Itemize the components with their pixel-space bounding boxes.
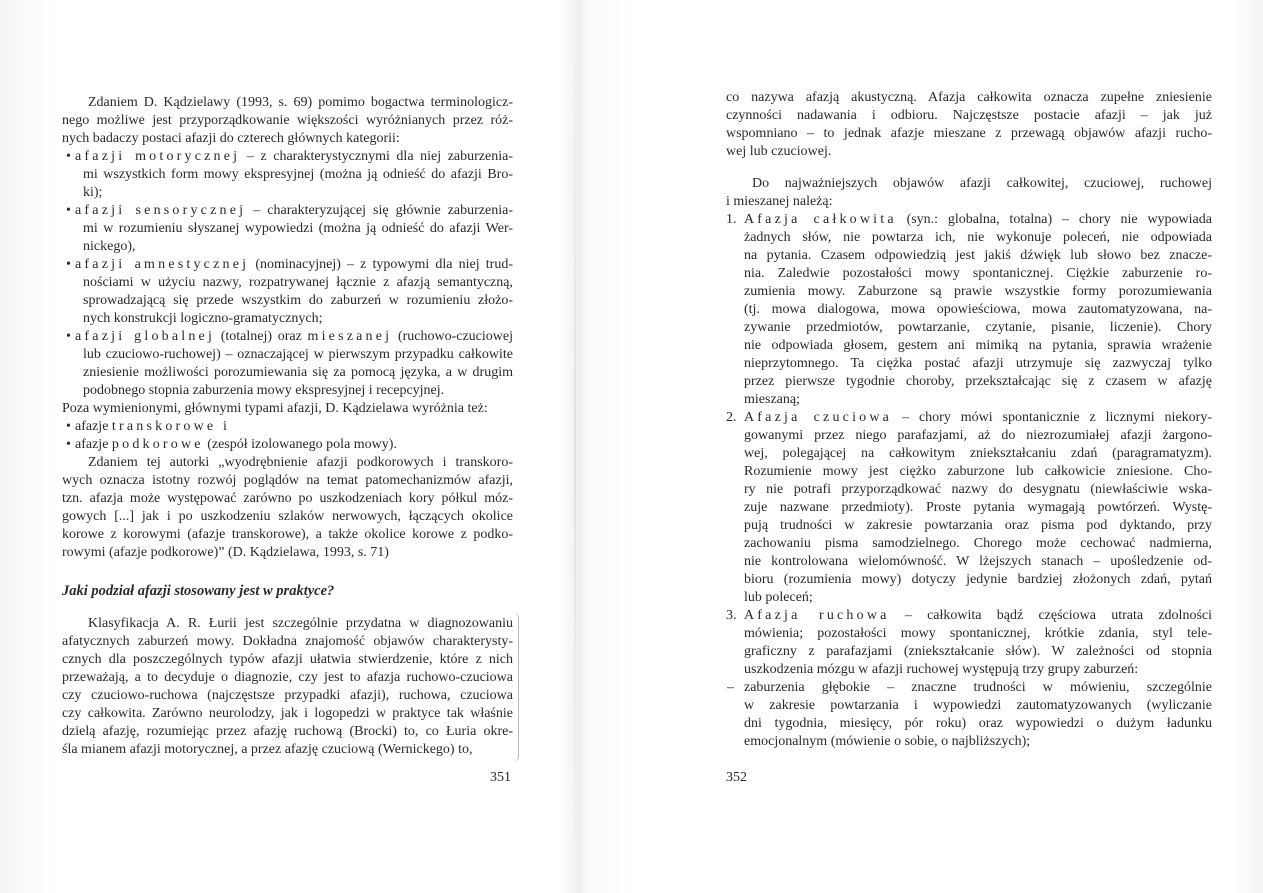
list-item — [62, 148, 513, 202]
text-segment: cznych dla poszczególnych typów afazji ułatwia stwierdzenie, które z nich — [62, 652, 513, 667]
text-segment: korowe z korowymi (afazje transkorowe), a także okolice korowe z podko- — [62, 527, 513, 542]
text-line — [83, 364, 513, 382]
text-line — [62, 544, 513, 562]
text-segment: podobnego stopnia zaburzenia mowy ekspresyjnej i recepcyjnej. — [83, 383, 445, 398]
text-segment: gowanymi przez niego parafazjami, aż do niezrozumiałej afazji żargono- — [744, 428, 1212, 443]
text-line — [726, 193, 1212, 211]
text-segment: uszkodzenia mózgu w afazji ruchowej występują trzy grupy zaburzeń: — [744, 662, 1139, 677]
text-segment: wej lub czuciowej. — [726, 144, 832, 159]
text-segment: (ruchowo-czuciowej — [392, 329, 513, 344]
text-segment: zywanie przedmiotów, powtarzanie, czytanie, pisanie, liczenie). Chory — [744, 320, 1212, 335]
text-line — [62, 112, 513, 130]
text-line — [83, 292, 513, 310]
spaced-term: Afazja ruchowa — [744, 608, 890, 623]
text-line — [75, 328, 513, 346]
text-line — [744, 715, 1212, 733]
right-page-text — [726, 89, 1212, 751]
text-segment: zuje nazwane przedmioty). Proste pytania wymagają powtórzeń. Wystę- — [744, 500, 1212, 515]
text-segment: zaburzenia głębokie – znaczne trudności w mówieniu, szczególnie — [744, 680, 1212, 695]
text-segment: Zdaniem D. Kądzielawy (1993, s. 69) pomimo bogactwa terminologicz- — [88, 95, 513, 110]
text-segment: rowymi (afazje podkorowe)” (D. Kądzielawa, 1993, s. 71) — [62, 545, 389, 560]
text-segment: Do najważniejszych objawów afazji całkowitej, czuciowej, ruchowej — [752, 176, 1212, 191]
text-line — [62, 508, 513, 526]
text-segment: (syn.: globalna, totalna) – chory nie wypowiada — [896, 212, 1212, 227]
text-segment: nie kontrolowana wielomówność. W lżejszych stanach – upośledzenie od- — [744, 554, 1212, 569]
text-line — [75, 436, 513, 454]
section-heading — [62, 582, 513, 600]
text-segment: wej, polegającej na całkowitym zniekształcaniu zdań (paragramatyzm). — [744, 446, 1212, 461]
text-line — [726, 107, 1212, 125]
text-segment: co nazywa afazją akustyczną. Afazja całkowita oznacza zupełne zniesienie — [726, 90, 1212, 105]
text-line — [62, 130, 513, 148]
paragraph — [62, 615, 513, 759]
text-line — [744, 589, 1212, 607]
text-line — [726, 143, 1212, 161]
list-item — [726, 679, 1212, 751]
text-line — [744, 535, 1212, 553]
text-segment: afazje — [75, 437, 112, 452]
spaced-term: afazji sensorycznej — [75, 203, 247, 218]
text-line — [62, 669, 513, 687]
text-segment: bioru (rozumienia mowy) dotyczy jedynie bardziej złożonych zdań, pytań — [744, 572, 1212, 587]
text-segment: – z charakterystycznymi dla niej zaburzenia- — [240, 149, 513, 164]
text-segment: zniesienie możliwości porozumiewania się za pomocą języka, a w drugim — [83, 365, 513, 380]
text-segment: i mieszanej należą: — [726, 194, 833, 209]
text-line — [744, 517, 1212, 535]
text-segment: Zdaniem tej autorki „wyodrębnienie afazji podkorowych i transkoro- — [88, 455, 513, 470]
text-segment: tzn. afazja może występować zarówno po uszkodzeniach kory półkul móz- — [62, 491, 513, 506]
paragraph — [62, 400, 513, 418]
spaced-term: afazji globalnej — [75, 329, 216, 344]
text-segment: lub czuciowo-ruchowej) – oznaczającej w pierwszym przypadku całkowite — [83, 347, 513, 362]
text-line — [62, 472, 513, 490]
text-line — [62, 400, 513, 418]
text-line — [62, 582, 513, 600]
left-page-text — [62, 94, 513, 759]
text-line — [83, 382, 513, 400]
text-line — [726, 125, 1212, 143]
text-segment: Rozumienie mowy jest ciężko zaburzone lub całkowicie zniesione. Cho- — [744, 464, 1212, 479]
text-line — [62, 454, 513, 472]
text-line — [62, 490, 513, 508]
text-segment: mieszaną; — [744, 392, 800, 407]
text-segment: nia. Zaledwie pozostałości mowy spontanicznej. Ciężkie zaburzenie ro- — [744, 266, 1212, 281]
bullet-marker: • — [66, 203, 71, 218]
text-segment: mi wszystkich form mowy ekspresyjnej (można ją odnieść do afazji Bro- — [83, 167, 513, 182]
text-line — [75, 202, 513, 220]
text-segment: nościami w użyciu nazwy, rozpatrywanej łącznie z afazją semantyczną, — [83, 275, 513, 290]
text-line — [744, 409, 1212, 427]
text-line — [62, 615, 513, 633]
list-item — [62, 202, 513, 256]
text-segment: zachowaniu pisma samodzielnego. Chorego może cechować nadmierna, — [744, 536, 1212, 551]
text-segment: nieprzytomnego. Ta ciężka postać afazji utrzymuje się zazwyczaj tylko — [744, 356, 1212, 371]
text-segment: ki); — [83, 185, 103, 200]
list-item — [62, 328, 513, 400]
text-line — [744, 697, 1212, 715]
text-segment: wspomniano – to jednak afazje mieszane z przewagą objawów afazji rucho- — [726, 126, 1212, 141]
list-number: 2. — [726, 410, 737, 425]
text-line — [744, 427, 1212, 445]
text-segment: Poza wymienionymi, głównymi typami afazji, D. Kądzielawa wyróżnia też: — [62, 401, 488, 416]
text-segment: czy całkowita. Zarówno neurolodzy, jak i logopedzi w praktyce tak właśnie — [62, 706, 513, 721]
text-line — [744, 607, 1212, 625]
paragraph — [726, 89, 1212, 161]
text-segment: Jaki podział afazji stosowany jest w praktyce? — [62, 583, 335, 599]
text-line — [62, 633, 513, 651]
text-line — [62, 651, 513, 669]
spaced-term: Afazja całkowita — [744, 212, 897, 227]
text-line — [83, 184, 513, 202]
text-segment: czynności nadawania i odbioru. Najczęstsze postacie afazji – jak już — [726, 108, 1212, 123]
text-line — [744, 355, 1212, 373]
text-line — [744, 553, 1212, 571]
text-line — [744, 661, 1212, 679]
spaced-term: mieszanej — [307, 329, 393, 344]
paper-fold-edge — [512, 612, 519, 762]
text-line — [744, 319, 1212, 337]
text-line — [744, 625, 1212, 643]
list-number: 3. — [726, 608, 737, 623]
text-line — [744, 337, 1212, 355]
spaced-term: podkorowe — [111, 437, 204, 452]
page-number-left: 351 — [490, 770, 511, 785]
text-segment: żadnych słów, nie powtarza ich, nie wykonuje poleceń, nie odpowiada — [744, 230, 1212, 245]
text-line — [83, 346, 513, 364]
text-line — [744, 283, 1212, 301]
text-segment: mówienia; pozostałości mowy spontanicznej, krótkie zdania, styl tele- — [744, 626, 1212, 641]
list-item — [62, 418, 513, 436]
text-segment: afazje — [75, 419, 112, 434]
spaced-term: Afazja czuciowa — [744, 410, 893, 425]
text-segment: na pytania. Czasem odpowiedzią jest jakiś dźwięk lub słowo bez znacze- — [744, 248, 1212, 263]
text-line — [744, 463, 1212, 481]
bullet-marker: • — [66, 149, 71, 164]
text-segment: (totalnej) oraz — [215, 329, 308, 344]
text-line — [83, 274, 513, 292]
text-segment: – chory mówi spontanicznie z licznymi niekory- — [892, 410, 1212, 425]
bullet-marker: • — [66, 257, 71, 272]
text-line — [83, 166, 513, 184]
text-line — [726, 175, 1212, 193]
text-segment: dni tygodnia, miesięcy, pór roku) oraz wypowiedzi o dużym ładunku — [744, 716, 1212, 731]
text-line — [744, 391, 1212, 409]
page-number-right: 352 — [726, 770, 747, 785]
text-line — [744, 247, 1212, 265]
text-line — [62, 94, 513, 112]
text-segment: Klasyfikacja A. R. Łurii jest szczególnie przydatna w diagnozowaniu — [88, 616, 513, 631]
text-line — [744, 373, 1212, 391]
text-line — [744, 211, 1212, 229]
text-segment: lub poleceń; — [744, 590, 813, 605]
text-line — [744, 643, 1212, 661]
text-line — [744, 265, 1212, 283]
text-line — [83, 238, 513, 256]
list-item — [726, 409, 1212, 607]
text-line — [744, 571, 1212, 589]
text-segment: ry nie potrafi przyporządkować nazwy do desygnatu (niewłaściwie wska- — [744, 482, 1212, 497]
text-segment: emocjonalnym (mówienie o sobie, o najbliższych); — [744, 734, 1031, 749]
text-segment: pują trudności w zakresie powtarzania oraz pisma pod dyktando, przy — [744, 518, 1212, 533]
text-segment: dzielą afazję, rozumiejąc przez afazję ruchową (Brocki) to, co Łuria okre- — [62, 724, 513, 739]
text-segment: – charakteryzującej się głównie zaburzenia- — [246, 203, 513, 218]
book-gutter — [574, 40, 576, 860]
text-line — [62, 526, 513, 544]
text-line — [62, 741, 513, 759]
text-line — [75, 256, 513, 274]
text-line — [744, 229, 1212, 247]
text-line — [83, 310, 513, 328]
text-line — [744, 301, 1212, 319]
text-segment: w zakresie powtarzania i wypowiedzi zautomatyzowanych (wyliczanie — [744, 698, 1212, 713]
text-line — [62, 687, 513, 705]
bullet-marker: • — [66, 329, 71, 344]
text-segment: sprowadzającą się przede wszystkim do zaburzeń w rozumieniu złożo- — [83, 293, 513, 308]
text-line — [744, 679, 1212, 697]
text-segment: przeważają, a to decyduje o diagnozie, czy jest to afazja ruchowo-czuciowa — [62, 670, 513, 685]
text-segment: nego możliwe jest przyporządkowanie większości wyróżnianych przez róż- — [62, 113, 513, 128]
text-segment: przez pierwsze tygodnie choroby, przekształcając się z czasem w afazję — [744, 374, 1212, 389]
list-item — [726, 211, 1212, 409]
list-number: 1. — [726, 212, 737, 227]
text-segment: zumienia mowy. Zaburzone są prawie wszystkie formy porozumiewania — [744, 284, 1212, 299]
list-item — [62, 256, 513, 328]
spaced-term: afazji amnestycznej — [75, 257, 250, 272]
text-segment: nie odpowiada głosem, gestem ani mimiką na pytania, sprawia wrażenie — [744, 338, 1212, 353]
text-segment: graficzny z parafazjami (zniekształcanie słów). W zależności od stopnia — [744, 644, 1212, 659]
text-line — [62, 723, 513, 741]
paragraph — [62, 94, 513, 148]
text-segment: nickego), — [83, 239, 136, 254]
text-line — [744, 481, 1212, 499]
text-segment: mi w rozumieniu słyszanej wypowiedzi (można ją odnieść do afazji Wer- — [83, 221, 513, 236]
paragraph — [726, 175, 1212, 211]
bullet-marker: • — [66, 419, 71, 434]
text-segment: nych konstrukcji logiczno-gramatycznych; — [83, 311, 323, 326]
text-line — [744, 499, 1212, 517]
text-line — [75, 148, 513, 166]
text-segment: (zespół izolowanego pola mowy). — [203, 437, 397, 452]
text-line — [744, 445, 1212, 463]
text-segment: – całkowita bądź częściowa utrata zdolności — [889, 608, 1212, 623]
list-item — [62, 436, 513, 454]
text-line — [83, 220, 513, 238]
text-segment: nych badaczy postaci afazji do czterech głównych kategorii: — [62, 131, 400, 146]
dash-marker: – — [727, 680, 734, 695]
text-segment: śla mianem afazji motorycznej, a przez afazję czuciową (Wernickego) to, — [62, 742, 473, 757]
text-segment: (nominacyjnej) – z typowymi dla niej trud- — [249, 257, 514, 272]
text-line — [744, 733, 1212, 751]
spaced-term: afazji motorycznej — [75, 149, 241, 164]
bullet-marker: • — [66, 437, 71, 452]
text-segment: wych oznacza istotny rozwój poglądów na temat patomechanizmów afazji, — [62, 473, 513, 488]
text-line — [62, 705, 513, 723]
text-line — [726, 89, 1212, 107]
paragraph — [62, 454, 513, 562]
text-segment: afatycznych zaburzeń mowy. Dokładna znajomość objawów charakterysty- — [62, 634, 513, 649]
text-segment: gowych [...] jak i po uszkodzeniu szlaków nerwowych, łączących okolice — [62, 509, 513, 524]
text-segment: (tj. mowa dialogowa, mowa opowieściowa, mowa zautomatyzowana, na- — [744, 302, 1212, 317]
text-line — [75, 418, 513, 436]
list-item — [726, 607, 1212, 679]
spaced-term: transkorowe i — [111, 419, 231, 434]
text-segment: czy czuciowo-ruchowa (najczęstsze przypadki afazji), ruchowa, czuciowa — [62, 688, 513, 703]
